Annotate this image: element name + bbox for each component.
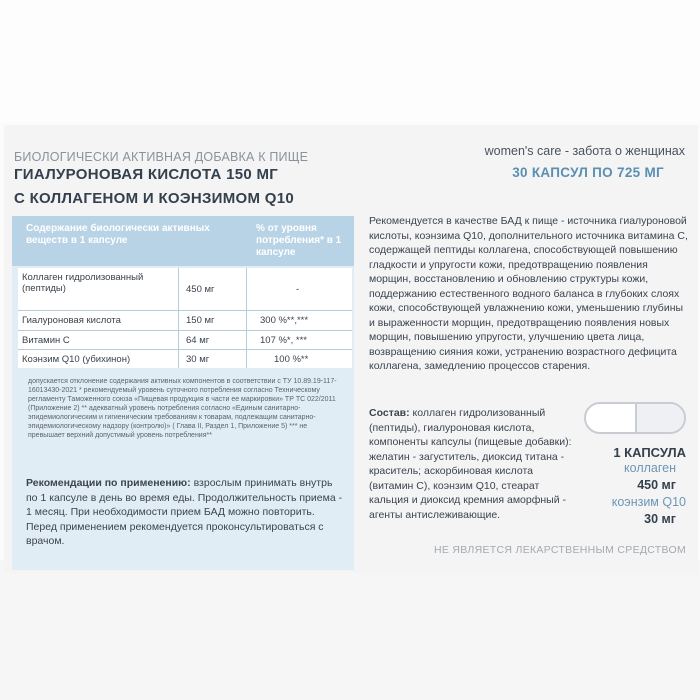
capsule-collagen-label: коллаген	[624, 461, 676, 475]
row-percent: 300 %**,***	[260, 315, 309, 326]
row-amount: 450 мг	[186, 284, 215, 295]
row-name: Витамин С	[22, 335, 70, 346]
brand-slogan: women's care - забота о женщинах	[484, 144, 685, 158]
table-header-content: Содержание биологически активных веществ в 1 капсуле	[26, 223, 210, 246]
composition-text: коллаген гидролизованный (пептиды), гиалуроновая кислота, компоненты капсулы (пищевые добавки): желатин - загуститель, диоксид титана - краситель; аскорбиновая кислота (витамин С), коэнзим Q10, стеарат кальция и диоксид кремния аморфный - агенты антислеживающие.	[369, 407, 572, 521]
capsule-count: 1 КАПСУЛА	[613, 445, 686, 460]
usage-recommendations	[26, 476, 346, 549]
table-row	[18, 311, 352, 331]
capsule-half	[635, 404, 684, 432]
nutrition-table	[18, 268, 352, 368]
row-percent: -	[296, 284, 300, 295]
not-medicine-disclaimer: НЕ ЯВЛЯЕТСЯ ЛЕКАРСТВЕННЫМ СРЕДСТВОМ	[433, 544, 686, 556]
capsule-coenzyme-value: 30 мг	[644, 512, 676, 526]
bottom-background	[0, 560, 700, 700]
capsule-icon	[584, 402, 686, 434]
usage-heading: Рекомендации по применению:	[26, 477, 191, 489]
table-row	[18, 268, 352, 311]
row-name: Гиалуроновая кислота	[22, 315, 121, 326]
composition	[369, 406, 579, 522]
table-row	[18, 350, 352, 368]
product-title-line2: С КОЛЛАГЕНОМ И КОЭНЗИМОМ Q10	[14, 190, 295, 207]
row-name: Коллаген гидролизованный (пептиды)	[22, 272, 144, 294]
table-row	[18, 331, 352, 350]
table-divider	[178, 268, 179, 368]
product-description: Рекомендуется в качестве БАД к пище - источника гиалуроновой кислоты, коэнзима Q10, дополнительного источника витамина С, содержащей пептиды коллагена, способствующей повышению гладкости и упругости кожи, предотвращению появления морщин, восстановлению и обновлению структуры кожи, поддержанию естественного водного баланса в глубоких слоях кожи, способствующей увлажнению кожи, уменьшению глубины и выраженности морщин, предотвращению появления новых морщин, повышению упругости, улучшению цвета лица, возвращению сияния кожи, устранению возрастного дефицита коллагена, замедлению процессов старения.	[369, 215, 688, 372]
row-amount: 150 мг	[186, 315, 215, 326]
row-percent: 100 %**	[274, 354, 309, 365]
row-amount: 30 мг	[186, 354, 210, 365]
top-background	[0, 0, 700, 122]
table-header-percent: % от уровня потребления* в 1 капсуле	[256, 223, 342, 258]
table-footnotes: допускается отклонение содержания активных компонентов в соответствии с ТУ 10.89.19-117-16013430-2021 * рекомендуемый уровень суточного потребления согласно Техническому регламенту Таможенного союза «Пищевая продукция в части ее маркировки» ТР ТС 022/2011 (Приложение 2) ** адекватный уровень потребления согласно «Единым санитарно-эпидемиологическим и гигиеническим требованиям к товарам, подлежащим санитарно-эпидемиологическому надзору (контролю)» ( Глава II, Раздел 1, Приложение 5) *** не превышает верхний допустимый уровень потребления**	[28, 378, 337, 439]
row-percent: 107 %*, ***	[260, 335, 308, 346]
row-amount: 64 мг	[186, 335, 210, 346]
capsule-count-headline: 30 КАПСУЛ ПО 725 МГ	[512, 165, 664, 180]
composition-heading: Состав:	[369, 407, 410, 419]
capsule-collagen-value: 450 мг	[637, 478, 676, 492]
product-category: БИОЛОГИЧЕСКИ АКТИВНАЯ ДОБАВКА К ПИЩЕ	[14, 150, 309, 164]
product-title-line1: ГИАЛУРОНОВАЯ КИСЛОТА 150 МГ	[14, 166, 279, 183]
capsule-coenzyme-label: коэнзим Q10	[611, 495, 686, 509]
table-divider	[246, 268, 247, 368]
usage-text: взрослым принимать внутрь по 1 капсуле в день во время еды. Продолжительность приема - 1 месяц. При необходимости прием БАД можно повторить. Перед применением рекомендуется проконсультироваться с врачом.	[26, 477, 343, 547]
row-name: Коэнзим Q10 (убихинон)	[22, 354, 131, 365]
